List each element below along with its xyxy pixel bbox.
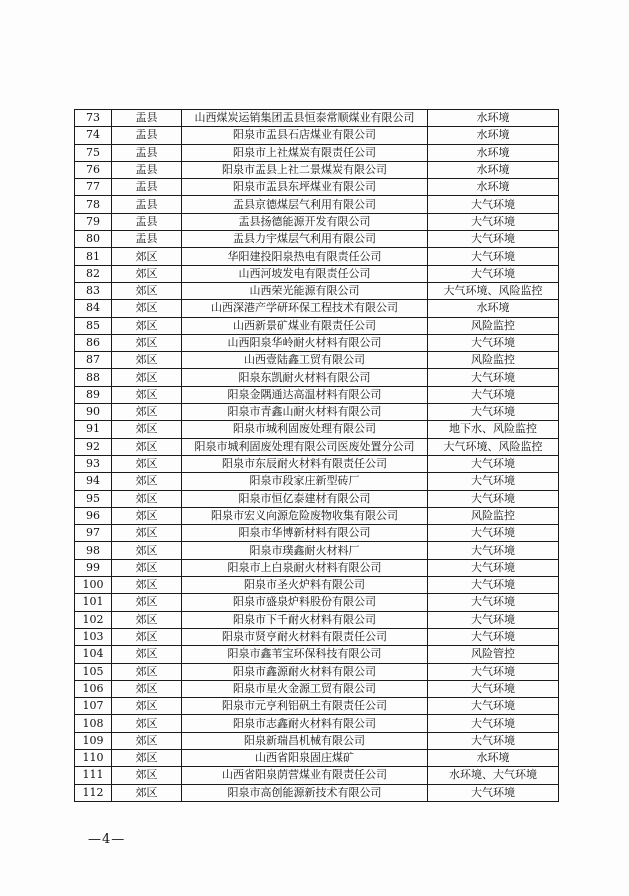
- table-row: [75, 369, 559, 386]
- row-number-cell: 83: [75, 282, 112, 299]
- county-cell: 盂县: [112, 231, 182, 248]
- monitoring-category-cell: 大气环境: [428, 784, 559, 801]
- table-row: [75, 473, 559, 490]
- monitoring-category-cell: 大气环境: [428, 715, 559, 732]
- table-row: [75, 179, 559, 196]
- row-number-cell: 92: [75, 438, 112, 455]
- county-cell: 盂县: [112, 127, 182, 144]
- table-row: [75, 577, 559, 594]
- county-cell: 郊区: [112, 490, 182, 507]
- table-row: [75, 317, 559, 334]
- company-name-cell: 阳泉市元亨利铝矾土有限责任公司: [182, 698, 428, 715]
- company-name-cell: 阳泉市鑫源耐火材料有限公司: [182, 663, 428, 680]
- company-name-cell: 阳泉市圣火炉料有限公司: [182, 577, 428, 594]
- row-number-cell: 78: [75, 196, 112, 213]
- row-number-cell: 87: [75, 352, 112, 369]
- company-name-cell: 山西河坡发电有限责任公司: [182, 265, 428, 282]
- company-name-cell: 阳泉市盂县上社二景煤炭有限公司: [182, 161, 428, 178]
- monitoring-category-cell: 大气环境: [428, 628, 559, 645]
- company-name-cell: 山西新景矿煤业有限责任公司: [182, 317, 428, 334]
- county-cell: 郊区: [112, 317, 182, 334]
- row-number-cell: 110: [75, 749, 112, 766]
- row-number-cell: 98: [75, 542, 112, 559]
- company-name-cell: 阳泉市高创能源新技术有限公司: [182, 784, 428, 801]
- county-cell: 盂县: [112, 179, 182, 196]
- company-name-cell: 阳泉市上白泉耐火材料有限公司: [182, 559, 428, 576]
- company-name-cell: 山西深港产学研环保工程技术有限公司: [182, 300, 428, 317]
- page-number: —4—: [88, 832, 126, 847]
- table-row: [75, 404, 559, 421]
- county-cell: 郊区: [112, 628, 182, 645]
- table-row: [75, 490, 559, 507]
- monitoring-category-cell: 大气环境: [428, 577, 559, 594]
- row-number-cell: 89: [75, 386, 112, 403]
- company-name-cell: 阳泉市盛泉炉料股份有限公司: [182, 594, 428, 611]
- row-number-cell: 105: [75, 663, 112, 680]
- table-row: [75, 559, 559, 576]
- monitoring-category-cell: 水环境: [428, 300, 559, 317]
- county-cell: 郊区: [112, 767, 182, 784]
- table-row: [75, 300, 559, 317]
- row-number-cell: 90: [75, 404, 112, 421]
- monitoring-category-cell: 风险监控: [428, 507, 559, 524]
- row-number-cell: 77: [75, 179, 112, 196]
- county-cell: 郊区: [112, 663, 182, 680]
- company-name-cell: 阳泉市星火金源工贸有限公司: [182, 680, 428, 697]
- row-number-cell: 85: [75, 317, 112, 334]
- company-name-cell: 山西省阳泉固庄煤矿: [182, 749, 428, 766]
- monitoring-category-cell: 大气环境: [428, 369, 559, 386]
- company-name-cell: 阳泉金隅通达高温材料有限公司: [182, 386, 428, 403]
- row-number-cell: 86: [75, 334, 112, 351]
- company-name-cell: 阳泉市下千耐火材料有限公司: [182, 611, 428, 628]
- county-cell: 郊区: [112, 680, 182, 697]
- table-row: [75, 680, 559, 697]
- monitoring-category-cell: 大气环境: [428, 698, 559, 715]
- county-cell: 郊区: [112, 594, 182, 611]
- company-name-cell: 阳泉东凯耐火材料有限公司: [182, 369, 428, 386]
- table-row: [75, 352, 559, 369]
- monitoring-category-cell: 大气环境: [428, 386, 559, 403]
- table-row: [75, 628, 559, 645]
- row-number-cell: 95: [75, 490, 112, 507]
- row-number-cell: 76: [75, 161, 112, 178]
- monitoring-category-cell: 大气环境: [428, 248, 559, 265]
- monitoring-category-cell: 大气环境: [428, 525, 559, 542]
- company-name-cell: 阳泉市志鑫耐火材料有限公司: [182, 715, 428, 732]
- table-row: [75, 110, 559, 127]
- row-number-cell: 99: [75, 559, 112, 576]
- monitoring-category-cell: 风险监控: [428, 317, 559, 334]
- company-name-cell: 盂县扬德能源开发有限公司: [182, 213, 428, 230]
- table-row: [75, 663, 559, 680]
- company-name-cell: 山西煤炭运销集团盂县恒泰常顺煤业有限公司: [182, 110, 428, 127]
- company-name-cell: 山西省阳泉荫营煤业有限责任公司: [182, 767, 428, 784]
- company-name-cell: 阳泉市恒亿泰建材有限公司: [182, 490, 428, 507]
- row-number-cell: 84: [75, 300, 112, 317]
- table-row: [75, 231, 559, 248]
- county-cell: 盂县: [112, 196, 182, 213]
- company-name-cell: 阳泉市城利固废处理有限公司: [182, 421, 428, 438]
- county-cell: 郊区: [112, 473, 182, 490]
- monitoring-category-cell: 大气环境: [428, 473, 559, 490]
- table-row: [75, 784, 559, 801]
- row-number-cell: 73: [75, 110, 112, 127]
- monitoring-category-cell: 水环境: [428, 749, 559, 766]
- monitoring-category-cell: 大气环境: [428, 542, 559, 559]
- county-cell: 郊区: [112, 698, 182, 715]
- monitoring-category-cell: 大气环境: [428, 265, 559, 282]
- row-number-cell: 97: [75, 525, 112, 542]
- row-number-cell: 100: [75, 577, 112, 594]
- enterprise-table: [74, 109, 559, 802]
- row-number-cell: 91: [75, 421, 112, 438]
- row-number-cell: 111: [75, 767, 112, 784]
- row-number-cell: 88: [75, 369, 112, 386]
- county-cell: 郊区: [112, 404, 182, 421]
- county-cell: 郊区: [112, 611, 182, 628]
- company-name-cell: 阳泉市宏义向源危险废物收集有限公司: [182, 507, 428, 524]
- company-name-cell: 山西阳泉华岭耐火材料有限公司: [182, 334, 428, 351]
- monitoring-category-cell: 大气环境: [428, 680, 559, 697]
- county-cell: 郊区: [112, 749, 182, 766]
- county-cell: 盂县: [112, 110, 182, 127]
- company-name-cell: 阳泉市上社煤炭有限责任公司: [182, 144, 428, 161]
- county-cell: 盂县: [112, 161, 182, 178]
- monitoring-category-cell: 大气环境: [428, 404, 559, 421]
- row-number-cell: 109: [75, 732, 112, 749]
- table-row: [75, 715, 559, 732]
- county-cell: 盂县: [112, 144, 182, 161]
- company-name-cell: 山西壹陆鑫工贸有限公司: [182, 352, 428, 369]
- county-cell: 郊区: [112, 265, 182, 282]
- table-row: [75, 732, 559, 749]
- county-cell: 郊区: [112, 525, 182, 542]
- table-row: [75, 196, 559, 213]
- monitoring-category-cell: 大气环境: [428, 663, 559, 680]
- county-cell: 郊区: [112, 352, 182, 369]
- table-row: [75, 525, 559, 542]
- row-number-cell: 104: [75, 646, 112, 663]
- county-cell: 郊区: [112, 300, 182, 317]
- row-number-cell: 101: [75, 594, 112, 611]
- table-row: [75, 594, 559, 611]
- table-row: [75, 213, 559, 230]
- row-number-cell: 106: [75, 680, 112, 697]
- table-row: [75, 455, 559, 472]
- monitoring-category-cell: 水环境、大气环境: [428, 767, 559, 784]
- table-row: [75, 248, 559, 265]
- county-cell: 郊区: [112, 369, 182, 386]
- row-number-cell: 108: [75, 715, 112, 732]
- county-cell: 盂县: [112, 213, 182, 230]
- county-cell: 郊区: [112, 438, 182, 455]
- row-number-cell: 74: [75, 127, 112, 144]
- table-body: [75, 110, 559, 802]
- table-row: [75, 334, 559, 351]
- monitoring-category-cell: 大气环境: [428, 196, 559, 213]
- table-row: [75, 127, 559, 144]
- monitoring-category-cell: 大气环境: [428, 490, 559, 507]
- county-cell: 郊区: [112, 784, 182, 801]
- table-row: [75, 698, 559, 715]
- row-number-cell: 103: [75, 628, 112, 645]
- monitoring-category-cell: 大气环境: [428, 334, 559, 351]
- table-row: [75, 144, 559, 161]
- table-row: [75, 161, 559, 178]
- county-cell: 郊区: [112, 577, 182, 594]
- monitoring-category-cell: 大气环境: [428, 611, 559, 628]
- row-number-cell: 93: [75, 455, 112, 472]
- company-name-cell: 阳泉市盂县石店煤业有限公司: [182, 127, 428, 144]
- county-cell: 郊区: [112, 559, 182, 576]
- monitoring-category-cell: 大气环境: [428, 594, 559, 611]
- monitoring-category-cell: 水环境: [428, 179, 559, 196]
- table-row: [75, 749, 559, 766]
- county-cell: 郊区: [112, 715, 182, 732]
- table-row: [75, 265, 559, 282]
- county-cell: 郊区: [112, 386, 182, 403]
- county-cell: 郊区: [112, 646, 182, 663]
- company-name-cell: 华阳建投阳泉热电有限责任公司: [182, 248, 428, 265]
- county-cell: 郊区: [112, 732, 182, 749]
- company-name-cell: 山西荣光能源有限公司: [182, 282, 428, 299]
- row-number-cell: 112: [75, 784, 112, 801]
- row-number-cell: 79: [75, 213, 112, 230]
- county-cell: 郊区: [112, 455, 182, 472]
- table-row: [75, 767, 559, 784]
- table-row: [75, 507, 559, 524]
- company-name-cell: 阳泉市城利固废处理有限公司医废处置分公司: [182, 438, 428, 455]
- monitoring-category-cell: 水环境: [428, 144, 559, 161]
- county-cell: 郊区: [112, 542, 182, 559]
- company-name-cell: 阳泉市东辰耐火材料有限责任公司: [182, 455, 428, 472]
- table-row: [75, 542, 559, 559]
- monitoring-category-cell: 大气环境: [428, 732, 559, 749]
- monitoring-category-cell: 水环境: [428, 127, 559, 144]
- row-number-cell: 81: [75, 248, 112, 265]
- company-name-cell: 阳泉市盂县东坪煤业有限公司: [182, 179, 428, 196]
- company-name-cell: 阳泉市华博新材料有限公司: [182, 525, 428, 542]
- county-cell: 郊区: [112, 282, 182, 299]
- monitoring-category-cell: 水环境: [428, 161, 559, 178]
- row-number-cell: 94: [75, 473, 112, 490]
- county-cell: 郊区: [112, 507, 182, 524]
- monitoring-category-cell: 大气环境、风险监控: [428, 282, 559, 299]
- monitoring-category-cell: 大气环境、风险监控: [428, 438, 559, 455]
- monitoring-category-cell: 地下水、风险监控: [428, 421, 559, 438]
- table-row: [75, 646, 559, 663]
- table-row: [75, 421, 559, 438]
- company-name-cell: 阳泉市段家庄新型砖厂: [182, 473, 428, 490]
- monitoring-category-cell: 大气环境: [428, 455, 559, 472]
- county-cell: 郊区: [112, 248, 182, 265]
- row-number-cell: 96: [75, 507, 112, 524]
- county-cell: 郊区: [112, 334, 182, 351]
- company-name-cell: 盂县京德煤层气利用有限公司: [182, 196, 428, 213]
- row-number-cell: 102: [75, 611, 112, 628]
- row-number-cell: 75: [75, 144, 112, 161]
- table-row: [75, 386, 559, 403]
- monitoring-category-cell: 风险管控: [428, 646, 559, 663]
- row-number-cell: 82: [75, 265, 112, 282]
- company-name-cell: 阳泉市青鑫山耐火材料有限公司: [182, 404, 428, 421]
- company-name-cell: 盂县力宇煤层气利用有限公司: [182, 231, 428, 248]
- monitoring-category-cell: 水环境: [428, 110, 559, 127]
- table-row: [75, 438, 559, 455]
- company-name-cell: 阳泉市璞鑫耐火材料厂: [182, 542, 428, 559]
- monitoring-category-cell: 大气环境: [428, 559, 559, 576]
- row-number-cell: 80: [75, 231, 112, 248]
- company-name-cell: 阳泉新瑞昌机械有限公司: [182, 732, 428, 749]
- table-row: [75, 611, 559, 628]
- monitoring-category-cell: 大气环境: [428, 231, 559, 248]
- table-row: [75, 282, 559, 299]
- county-cell: 郊区: [112, 421, 182, 438]
- row-number-cell: 107: [75, 698, 112, 715]
- monitoring-category-cell: 大气环境: [428, 213, 559, 230]
- company-name-cell: 阳泉市鑫苇宝环保科技有限公司: [182, 646, 428, 663]
- monitoring-category-cell: 风险监控: [428, 352, 559, 369]
- company-name-cell: 阳泉市贤亨耐火材料有限责任公司: [182, 628, 428, 645]
